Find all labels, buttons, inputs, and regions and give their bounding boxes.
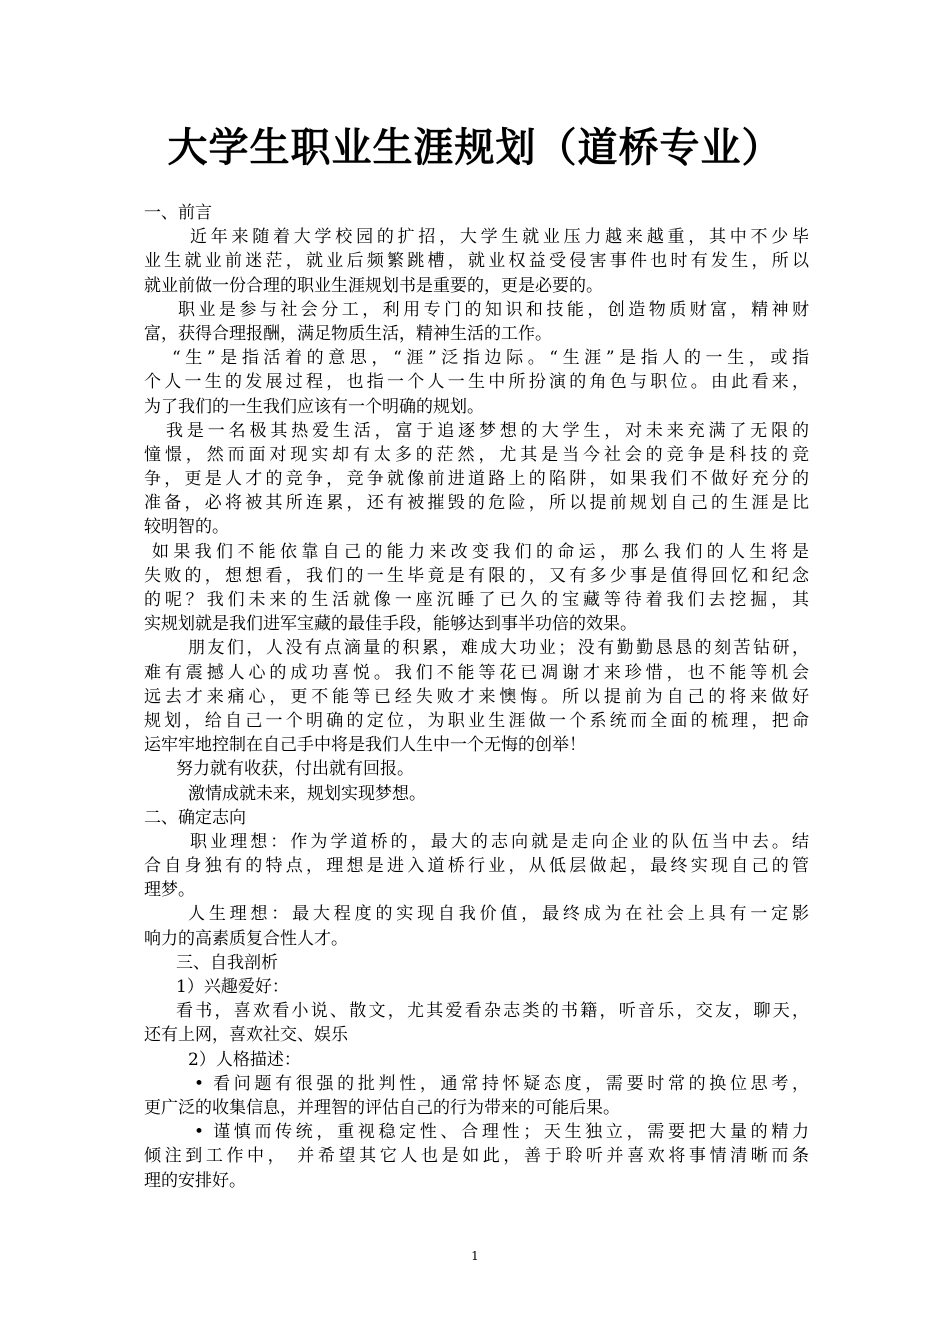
text-line: 就业前做一份合理的职业生涯规划书是重要的，更是必要的。: [144, 275, 603, 296]
text-line: 2）人格描述：: [188, 1049, 301, 1070]
text-line: 我是一名极其热爱生活，富于追逐梦想的大学生，对未来充满了无限的: [166, 420, 809, 441]
text-line: 争，更是人才的竞争，竞争就像前进道路上的陷阱，如果我们不做好充分的: [144, 469, 809, 490]
text-line: 失败的，想想看，我们的一生毕竟是有限的，又有多少事是值得回忆和纪念: [144, 565, 809, 586]
text-line: 业生就业前迷茫，就业后频繁跳槽，就业权益受侵害事件也时有发生，所以: [144, 251, 809, 272]
text-line: 富，获得合理报酬，满足物质生活，精神生活的工作。: [144, 323, 552, 344]
text-line: 理的安排好。: [144, 1170, 246, 1191]
text-line: 合自身独有的特点，理想是进入道桥行业，从低层做起，最终实现自己的管: [144, 856, 809, 877]
text-line: 还有上网，喜欢社交、娱乐: [144, 1025, 348, 1046]
text-line: 看书，喜欢看小说、散文，尤其爱看杂志类的书籍，听音乐，交友，聊天，: [176, 1001, 809, 1022]
document-title: 大学生职业生涯规划（道桥专业）: [167, 125, 783, 171]
text-line: 为了我们的一生我们应该有一个明确的规划。: [144, 396, 484, 417]
text-line: 更广泛的收集信息，并理智的评估自己的行为带来的可能后果。: [144, 1097, 620, 1118]
text-line: 实规划就是我们进军宝藏的最佳手段，能够达到事半功倍的效果。: [144, 614, 637, 635]
text-line: “生”是指活着的意思，“涯”泛指边际。“生涯”是指人的一生，或指: [172, 348, 809, 369]
text-line: 运牢牢地控制在自己手中将是我们人生中一个无悔的创举！: [144, 735, 586, 756]
text-line: 朋友们，人没有点滴量的积累，难成大功业；没有勤勤恳恳的刻苦钻研，: [188, 638, 809, 659]
text-line: 准备，必将被其所连累，还有被摧毁的危险，所以提前规划自己的生涯是比: [144, 493, 809, 514]
text-line: 响力的高素质复合性人才。: [144, 928, 348, 949]
text-line: 二、确定志向: [144, 807, 246, 828]
text-line: 规划，给自己一个明确的定位，为职业生涯做一个系统而全面的梳理，把命: [144, 710, 809, 731]
text-line: 个人一生的发展过程，也指一个人一生中所扮演的角色与职位。由此看来，: [144, 372, 809, 393]
text-line: 的呢？我们未来的生活就像一座沉睡了已久的宝藏等待着我们去挖掘，其: [144, 590, 809, 610]
text-line: 职业是参与社会分工，利用专门的知识和技能，创造物质财富，精神财: [178, 299, 809, 320]
text-line: 难有震撼人心的成功喜悦。我们不能等花已凋谢才来珍惜，也不能等机会: [144, 662, 809, 683]
text-line: • 谨慎而传统，重视稳定性、合理性；天生独立，需要把大量的精力: [194, 1122, 809, 1143]
text-line: 人生理想：最大程度的实现自我价值，最终成为在社会上具有一定影: [188, 904, 809, 925]
document-body: [144, 201, 809, 1193]
text-line: 努力就有收获，付出就有回报。: [176, 759, 414, 780]
text-line: 较明智的。: [144, 517, 229, 538]
text-line: 一、前言: [144, 203, 212, 223]
text-line: 憧憬，然而面对现实却有太多的茫然，尤其是当今社会的竞争是科技的竞: [144, 444, 809, 465]
text-line: 1）兴趣爱好：: [176, 977, 289, 997]
text-line: 职业理想：作为学道桥的，最大的志向就是走向企业的队伍当中去。结: [190, 831, 809, 852]
text-line: 三、自我剖析: [176, 952, 278, 973]
text-line: 近年来随着大学校园的扩招，大学生就业压力越来越重，其中不少毕: [190, 227, 809, 248]
text-line: • 看问题有很强的批判性，通常持怀疑态度，需要时常的换位思考，: [194, 1073, 809, 1094]
text-line: 倾注到工作中， 并希望其它人也是如此，善于聆听并喜欢将事情清晰而条: [144, 1146, 809, 1167]
page-number: 1: [471, 1249, 479, 1263]
text-line: 理梦。: [144, 880, 195, 901]
text-line: 激情成就未来，规划实现梦想。: [188, 783, 426, 804]
text-line: 远去才来痛心，更不能等已经失败才来懊悔。所以提前为自己的将来做好: [144, 686, 809, 707]
text-line: 如果我们不能依靠自己的能力来改变我们的命运，那么我们的人生将是: [152, 541, 809, 562]
